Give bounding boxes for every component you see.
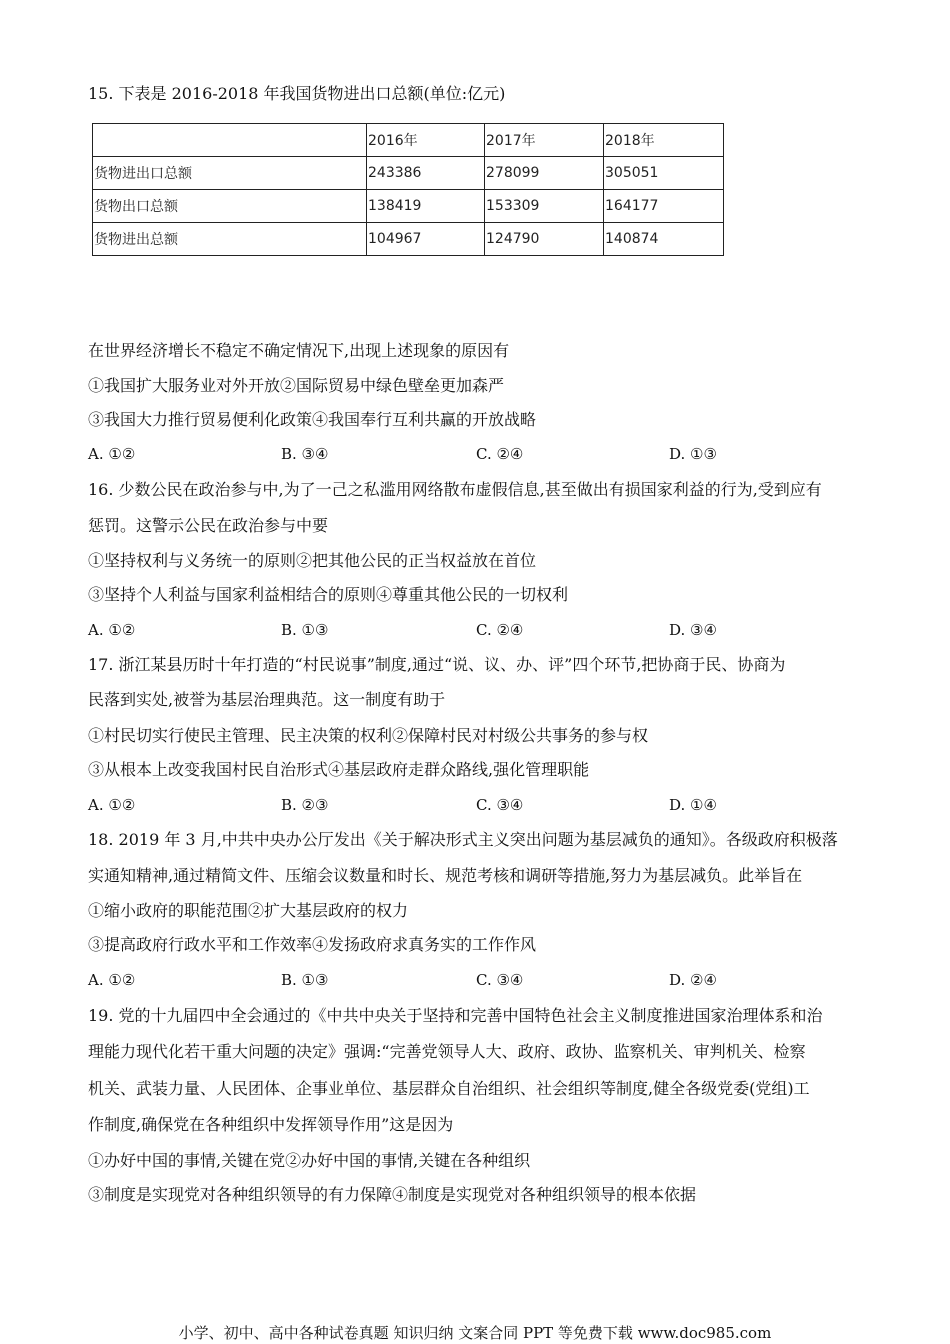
q15-line: ①我国扩大服务业对外开放②国际贸易中绿色壁垒更加森严 — [88, 376, 505, 395]
q16-line: 16. 少数公民在政治参与中,为了一己之私滥用网络散布虚假信息,甚至做出有损国家利益的行为,受到应有 — [88, 480, 822, 499]
table-cell: 138419 — [367, 190, 485, 223]
q18-line: ③提高政府行政水平和工作效率④发扬政府求真务实的工作作风 — [88, 935, 537, 954]
q15-line: ③我国大力推行贸易便利化政策④我国奉行互利共赢的开放战略 — [88, 410, 537, 429]
q17-options — [88, 795, 788, 815]
option-b: B. ②③ — [281, 796, 329, 814]
table-cell: 104967 — [367, 223, 485, 256]
table-cell: 305051 — [604, 157, 724, 190]
table-header-row — [93, 124, 724, 157]
option-d: D. ①④ — [669, 796, 717, 814]
q19-line: ③制度是实现党对各种组织领导的有力保障④制度是实现党对各种组织领导的根本依据 — [88, 1185, 697, 1204]
import-export-table — [92, 123, 724, 256]
table-row — [93, 190, 724, 223]
q17-line: 民落到实处,被誉为基层治理典范。这一制度有助于 — [88, 690, 446, 709]
q16-line: ①坚持权利与义务统一的原则②把其他公民的正当权益放在首位 — [88, 551, 537, 570]
table-header-cell: 2017年 — [485, 124, 604, 157]
option-c: C. ②④ — [476, 445, 524, 463]
table-cell: 153309 — [485, 190, 604, 223]
q18-line: ①缩小政府的职能范围②扩大基层政府的权力 — [88, 901, 409, 920]
option-d: D. ②④ — [669, 971, 717, 989]
option-c: C. ②④ — [476, 621, 524, 639]
q18-line: 18. 2019 年 3 月,中共中央办公厅发出《关于解决形式主义突出问题为基层减负的通知》。各级政府积极落 — [88, 830, 838, 849]
q18-line: 实通知精神,通过精简文件、压缩会议数量和时长、规范考核和调研等措施,努力为基层减负。此举旨在 — [88, 866, 803, 885]
q19-line: 机关、武装力量、人民团体、企事业单位、基层群众自治组织、社会组织等制度,健全各级党委(党组)工 — [88, 1079, 810, 1098]
option-a: A. ①② — [88, 621, 136, 639]
option-d: D. ③④ — [669, 621, 717, 639]
q17-line: 17. 浙江某县历时十年打造的“村民说事”制度,通过“说、议、办、评”四个环节,把协商于民、协商为 — [88, 655, 786, 674]
q19-line: ①办好中国的事情,关键在党②办好中国的事情,关键在各种组织 — [88, 1151, 531, 1170]
option-b: B. ③④ — [281, 445, 329, 463]
q16-options — [88, 620, 788, 640]
table-cell: 货物出口总额 — [93, 190, 367, 223]
option-c: C. ③④ — [476, 971, 524, 989]
option-d: D. ①③ — [669, 445, 717, 463]
table-header-cell: 2016年 — [367, 124, 485, 157]
table-cell: 140874 — [604, 223, 724, 256]
q19-line: 19. 党的十九届四中全会通过的《中共中央关于坚持和完善中国特色社会主义制度推进国家治理体系和治 — [88, 1006, 823, 1025]
q16-line: 惩罚。这警示公民在政治参与中要 — [88, 516, 329, 535]
q19-line: 作制度,确保党在各种组织中发挥领导作用”这是因为 — [88, 1115, 454, 1134]
table-cell: 164177 — [604, 190, 724, 223]
q15-line: 在世界经济增长不稳定不确定情况下,出现上述现象的原因有 — [88, 341, 510, 360]
table-cell: 278099 — [485, 157, 604, 190]
footer-text: 小学、初中、高中各种试卷真题 知识归纳 文案合同 PPT 等免费下载 www.doc985.com — [178, 1324, 772, 1342]
q17-line: ①村民切实行使民主管理、民主决策的权利②保障村民对村级公共事务的参与权 — [88, 726, 649, 745]
q19-line: 理能力现代化若干重大问题的决定》强调:“完善党领导人大、政府、政协、监察机关、审判机关、检察 — [88, 1042, 806, 1061]
option-b: B. ①③ — [281, 621, 329, 639]
option-a: A. ①② — [88, 445, 136, 463]
table-cell: 货物进出口总额 — [93, 157, 367, 190]
q18-options — [88, 970, 788, 990]
table-row — [93, 223, 724, 256]
q16-line: ③坚持个人利益与国家利益相结合的原则④尊重其他公民的一切权利 — [88, 585, 569, 604]
table-row — [93, 157, 724, 190]
option-b: B. ①③ — [281, 971, 329, 989]
q15-stem: 15. 下表是 2016-2018 年我国货物进出口总额(单位:亿元) — [88, 84, 506, 103]
table-cell: 124790 — [485, 223, 604, 256]
table-cell: 货物进出总额 — [93, 223, 367, 256]
q17-line: ③从根本上改变我国村民自治形式④基层政府走群众路线,强化管理职能 — [88, 760, 590, 779]
option-a: A. ①② — [88, 971, 136, 989]
table-header-cell — [93, 124, 367, 157]
option-a: A. ①② — [88, 796, 136, 814]
table-cell: 243386 — [367, 157, 485, 190]
q15-options — [88, 444, 788, 464]
option-c: C. ③④ — [476, 796, 524, 814]
table-header-cell: 2018年 — [604, 124, 724, 157]
